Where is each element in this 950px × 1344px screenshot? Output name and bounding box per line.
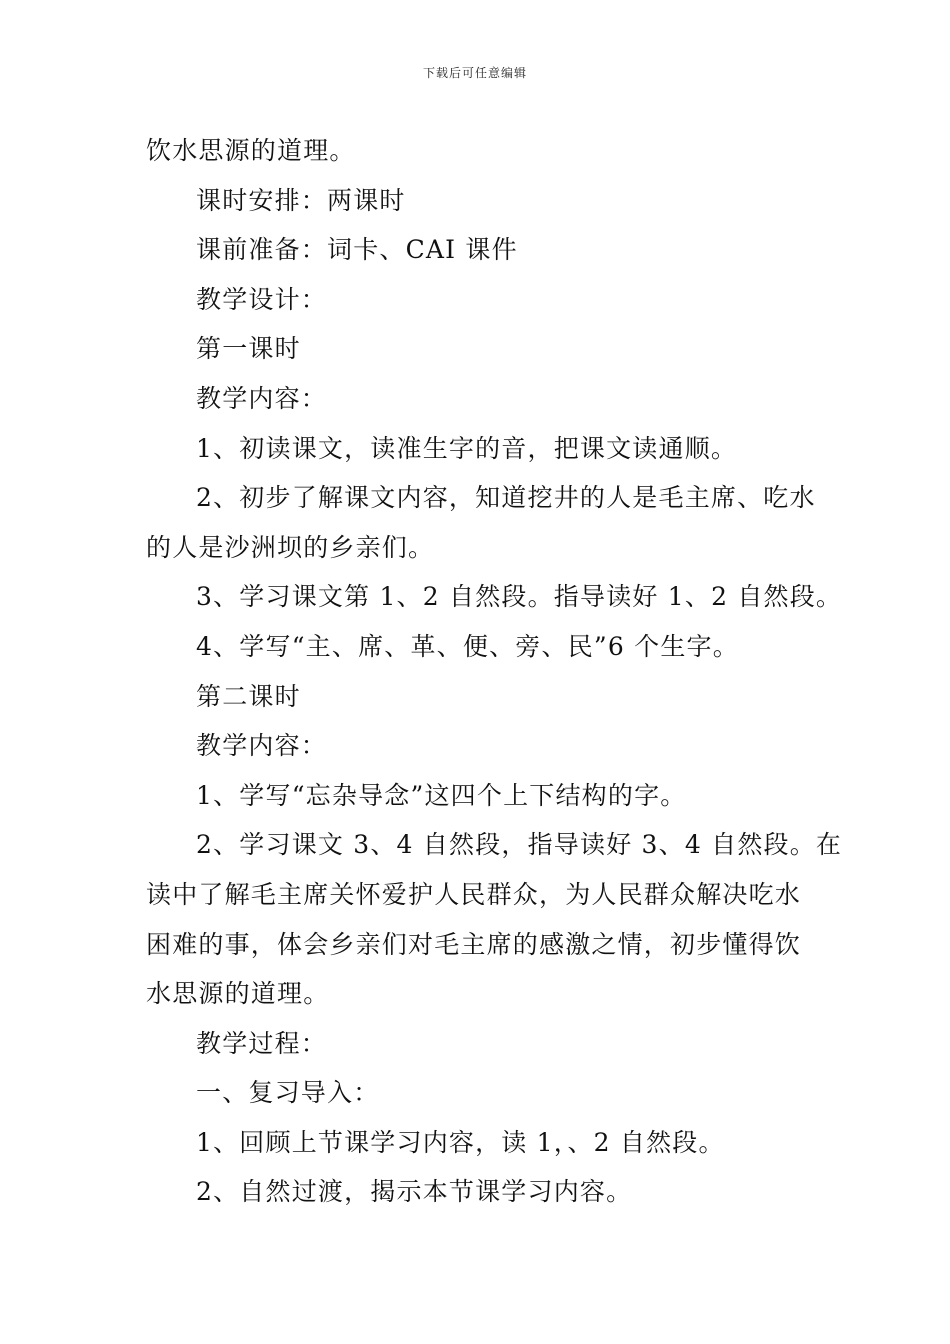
list-item: 4、学写“主、席、革、便、旁、民”6 个生字。 (196, 631, 739, 661)
list-item-continuation: 困难的事，体会乡亲们对毛主席的感激之情，初步懂得饮 (146, 929, 802, 959)
section-heading: 教学过程： (196, 1028, 328, 1058)
list-item: 2、初步了解课文内容，知道挖井的人是毛主席、吃水 (196, 483, 816, 513)
list-item: 2、自然过渡，揭示本节课学习内容。 (196, 1177, 633, 1207)
list-item-continuation: 读中了解毛主席关怀爱护人民群众，为人民群众解决吃水 (146, 879, 802, 909)
section-heading: 教学内容： (196, 383, 328, 413)
list-item-continuation: 水思源的道理。 (146, 979, 330, 1009)
list-item: 1、学写“忘杂导念”这四个上下结构的字。 (196, 780, 687, 810)
list-item: 1、初读课文，读准生字的音，把课文读通顺。 (196, 433, 738, 463)
list-item: 1、回顾上节课学习内容，读 1，、2 自然段。 (196, 1127, 725, 1157)
lesson-heading: 第一课时 (196, 334, 301, 364)
text-line: 饮水思源的道理。 (146, 136, 356, 165)
list-item-continuation: 的人是沙洲坝的乡亲们。 (146, 532, 435, 562)
page-header: 下载后可任意编辑 (422, 66, 527, 80)
section-heading: 教学内容： (196, 731, 328, 761)
document-body (146, 126, 843, 1217)
subsection-heading: 一、复习导入： (196, 1078, 380, 1108)
text-line: 课时安排：两课时 (196, 185, 406, 215)
text-line: 课前准备：词卡、CAI 课件 (196, 235, 518, 265)
list-item: 3、学习课文第 1、2 自然段。指导读好 1、2 自然段。 (196, 582, 843, 612)
section-heading: 教学设计： (196, 284, 328, 314)
lesson-heading: 第二课时 (196, 681, 301, 711)
list-item: 2、学习课文 3、4 自然段，指导读好 3、4 自然段。在 (196, 830, 843, 860)
